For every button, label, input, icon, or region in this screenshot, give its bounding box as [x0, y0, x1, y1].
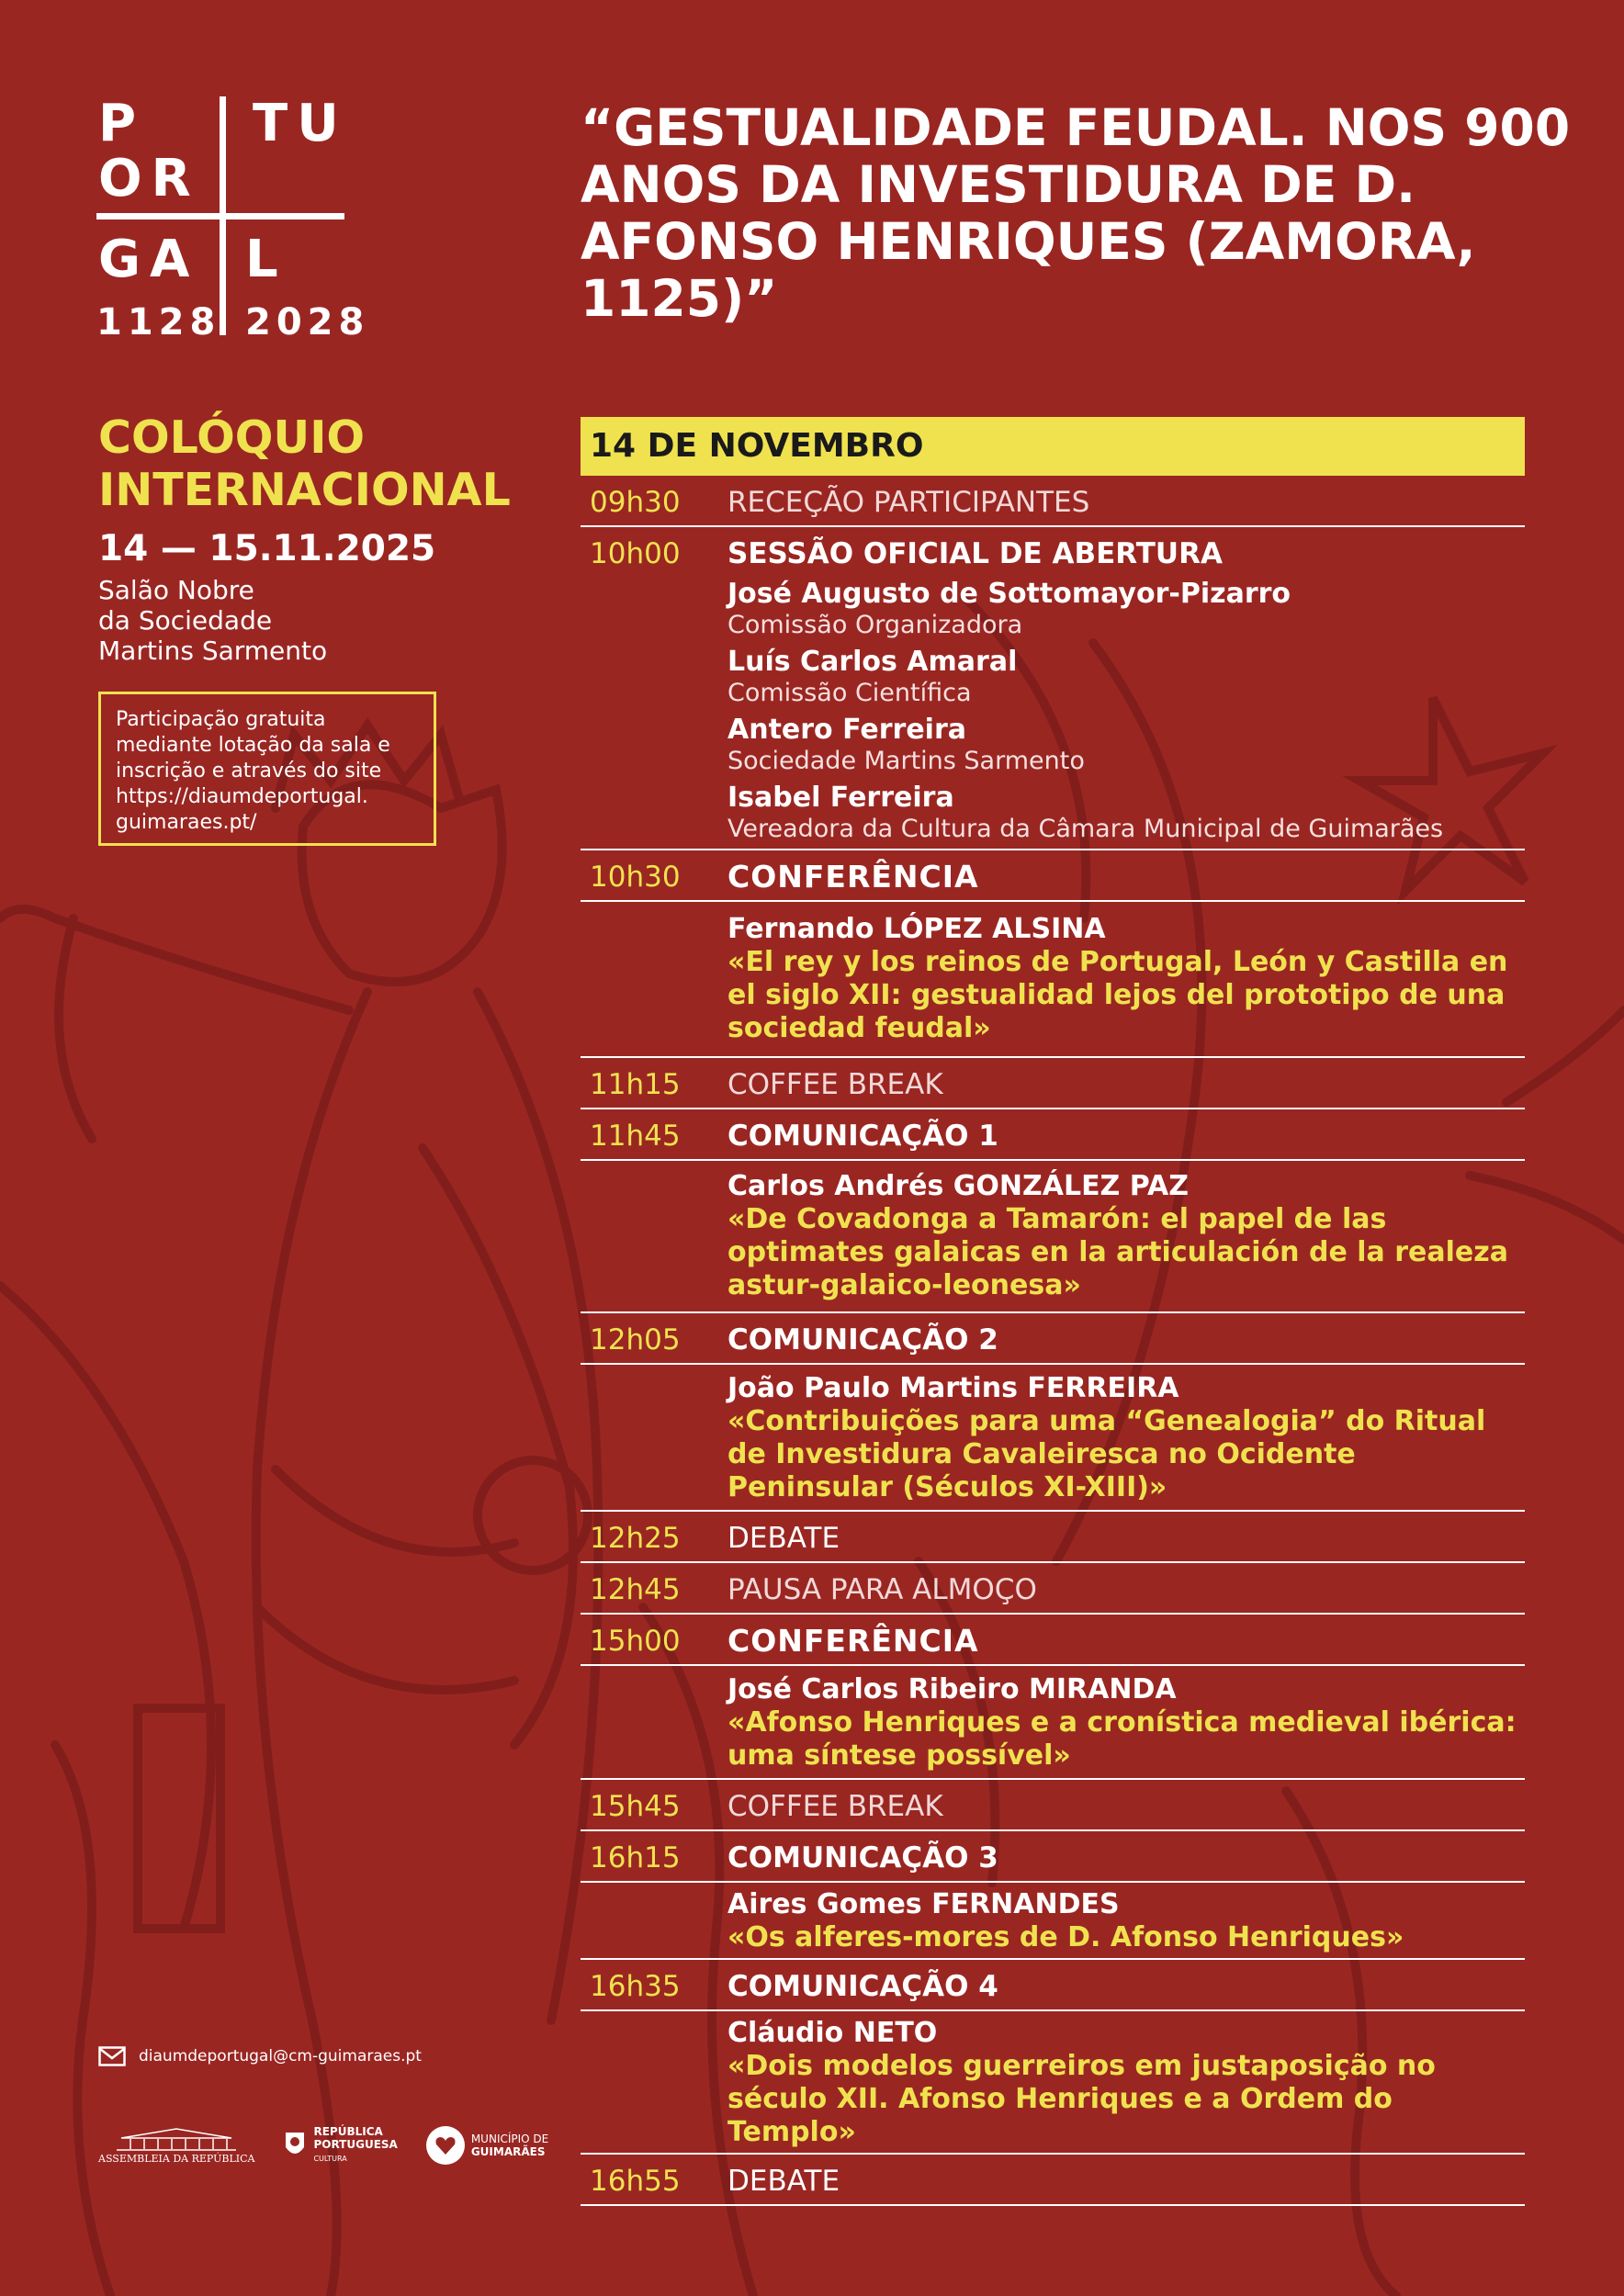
programme-row — [581, 527, 1525, 850]
row-label: COFFEE BREAK — [727, 1790, 943, 1823]
talk-title-l3: astur-galaico-leonesa» — [727, 1269, 1081, 1301]
row-time: 16h35 — [590, 1970, 681, 2003]
programme-row — [581, 1563, 1525, 1615]
talk-title-l2: optimates galaicas en la articulación de la realeza — [727, 1236, 1508, 1268]
speaker-name: Aires Gomes FERNANDES — [727, 1888, 1120, 1920]
programme-row — [581, 1780, 1525, 1831]
row-time: 15h45 — [590, 1790, 681, 1823]
event-venue — [98, 575, 558, 666]
speaker — [727, 646, 1525, 708]
programme-row — [581, 850, 1525, 900]
talk-title-l1: «Contribuições para uma “Genealogia” do Ritual — [727, 1405, 1486, 1437]
contact-email[interactable] — [98, 2046, 422, 2066]
event-type-line1: COLÓQUIO — [98, 411, 366, 464]
parliament-building-icon — [112, 2127, 241, 2151]
row-label: COFFEE BREAK — [727, 1068, 943, 1101]
mail-icon — [98, 2046, 126, 2066]
assembleia-label: ASSEMBLEIA DA REPÚBLICA — [98, 2152, 255, 2165]
programme-row — [581, 2155, 1525, 2206]
row-label: COMUNICAÇÃO 3 — [727, 1841, 998, 1874]
logo-letter-p: P — [98, 94, 146, 153]
talk-title-l2: el siglo XII: gestualidad lejos del prototipo de una — [727, 979, 1506, 1011]
assembleia-logo — [98, 2127, 254, 2165]
programme-row — [581, 476, 1525, 527]
row-label: COMUNICAÇÃO 4 — [727, 1970, 998, 2003]
programme-row — [581, 1109, 1525, 1159]
talk-title-l2: de Investidura Cavaleiresca no Ocidente — [727, 1438, 1356, 1470]
speaker — [727, 578, 1525, 640]
logo-year-end: 2028 — [245, 301, 370, 343]
talk-title-l1: «Dois modelos guerreiros em justaposição no — [727, 2050, 1436, 2082]
row-label: COMUNICAÇÃO 2 — [727, 1323, 998, 1356]
talk-title-l2: século XII. Afonso Henriques e a Ordem do — [727, 2083, 1393, 2115]
republica-emblem-icon — [282, 2129, 308, 2162]
row-time: 16h15 — [590, 1841, 681, 1874]
row-time: 16h55 — [590, 2165, 681, 2198]
speaker — [727, 714, 1525, 776]
row-label: CONFERÊNCIA — [727, 859, 979, 895]
programme-row — [581, 1313, 1525, 1363]
row-label: SESSÃO OFICIAL DE ABERTURA — [727, 537, 1223, 570]
event-type — [98, 411, 576, 516]
speaker-name: Antero Ferreira — [727, 714, 966, 746]
event-type-line2: INTERNACIONAL — [98, 464, 511, 516]
row-label: PAUSA PARA ALMOÇO — [727, 1573, 1037, 1606]
programme-row — [581, 1512, 1525, 1563]
republica-label-2: PORTUGUESA — [313, 2138, 398, 2151]
programme-row-detail — [581, 1881, 1525, 1960]
row-time: 12h45 — [590, 1573, 681, 1606]
speaker-name: Fernando LÓPEZ ALSINA — [727, 913, 1106, 945]
speaker-name: Carlos Andrés GONZÁLEZ PAZ — [727, 1170, 1189, 1202]
row-label: DEBATE — [727, 2165, 840, 2198]
municipio-label-1: MUNICÍPIO DE — [470, 2133, 549, 2145]
municipio-guimaraes-logo — [425, 2125, 548, 2166]
poster-title: “GESTUALIDADE FEUDAL. NOS 900 ANOS DA INVESTIDURA DE D. AFONSO HENRIQUES (ZAMORA, 1125)” — [581, 98, 1571, 328]
guimaraes-heart-icon — [425, 2125, 466, 2166]
republica-portuguesa-logo — [282, 2125, 397, 2166]
programme-list — [581, 476, 1525, 2206]
row-time: 11h45 — [590, 1120, 681, 1153]
venue-line2: da Sociedade — [98, 605, 273, 636]
republica-label-3: CULTURA — [313, 2155, 347, 2163]
talk-title-l1: «De Covadonga a Tamarón: el papel de las — [727, 1203, 1387, 1235]
event-dates: 14 — 15.11.2025 — [98, 528, 436, 569]
republica-label-1: REPÚBLICA — [313, 2125, 383, 2138]
row-time: 10h30 — [590, 861, 681, 894]
row-time: 12h25 — [590, 1522, 681, 1555]
row-time: 15h00 — [590, 1625, 681, 1658]
logo-letters-tu: TU — [253, 94, 348, 153]
row-time: 09h30 — [590, 486, 681, 519]
speaker-role: Sociedade Martins Sarmento — [727, 747, 1085, 775]
speaker-name: João Paulo Martins FERREIRA — [727, 1372, 1179, 1404]
registration-link[interactable]: https://diaumdeportugal. — [116, 785, 368, 808]
programme-row — [581, 1831, 1525, 1881]
programme-row-detail — [581, 900, 1525, 1058]
portugal-1128-2028-logo — [96, 94, 370, 343]
logo-year-start: 1128 — [96, 301, 221, 343]
email-address[interactable]: diaumdeportugal@cm-guimaraes.pt — [139, 2047, 422, 2065]
logo-letters-ga: GA — [98, 230, 199, 289]
speaker-role: Vereadora da Cultura da Câmara Municipal de Guimarães — [727, 815, 1444, 843]
programme-row — [581, 1058, 1525, 1109]
talk-title-l1: «Os alferes-mores de D. Afonso Henriques» — [727, 1921, 1404, 1953]
programme-row-detail — [581, 1159, 1525, 1313]
notice-line1: Participação gratuita — [116, 708, 326, 731]
talk-title-l3: Peninsular (Séculos XI-XIII)» — [727, 1471, 1167, 1503]
logo-cross-horizontal — [96, 213, 344, 219]
registration-notice — [98, 692, 436, 846]
talk-title-l2: uma síntese possível» — [727, 1739, 1071, 1772]
speaker-name: José Carlos Ribeiro MIRANDA — [727, 1673, 1177, 1705]
talk-title-l3: Templo» — [727, 2116, 856, 2148]
municipio-label-2: GUIMARÃES — [470, 2145, 546, 2158]
day-heading: 14 DE NOVEMBRO — [581, 417, 1525, 476]
speaker-name: Isabel Ferreira — [727, 782, 954, 814]
talk-title-l1: «Afonso Henriques e a cronística medieval ibérica: — [727, 1706, 1517, 1739]
row-time: 11h15 — [590, 1068, 681, 1101]
speaker-name: Luís Carlos Amaral — [727, 646, 1018, 678]
venue-line1: Salão Nobre — [98, 575, 254, 605]
row-time: 10h00 — [590, 537, 681, 570]
programme-row — [581, 1960, 1525, 2009]
logo-letters-or: OR — [98, 149, 200, 208]
speaker-role: Comissão Organizadora — [727, 611, 1023, 639]
speaker — [727, 782, 1525, 844]
programme-row-detail — [581, 1363, 1525, 1512]
notice-line3: inscrição e através do site — [116, 760, 382, 782]
programme-row — [581, 1615, 1525, 1664]
row-label: CONFERÊNCIA — [727, 1623, 979, 1659]
notice-line2: mediante lotação da sala e — [116, 734, 390, 757]
programme-row-detail — [581, 2009, 1525, 2155]
speaker-name: José Augusto de Sottomayor-Pizarro — [727, 578, 1291, 610]
venue-line3: Martins Sarmento — [98, 636, 328, 666]
row-label: DEBATE — [727, 1522, 840, 1555]
partner-logos — [98, 2125, 548, 2166]
registration-link-cont[interactable]: guimaraes.pt/ — [116, 811, 257, 834]
event-info — [98, 411, 558, 666]
row-time: 12h05 — [590, 1323, 681, 1356]
row-label: COMUNICAÇÃO 1 — [727, 1120, 998, 1153]
speaker-role: Comissão Científica — [727, 679, 972, 707]
talk-title-l1: «El rey y los reinos de Portugal, León y Castilla en — [727, 946, 1508, 978]
logo-letter-l: L — [245, 230, 288, 289]
programme-row-detail — [581, 1664, 1525, 1780]
row-label: RECEÇÃO PARTICIPANTES — [727, 486, 1090, 519]
talk-title-l3: sociedad feudal» — [727, 1012, 991, 1044]
speaker-name: Cláudio NETO — [727, 2017, 938, 2049]
